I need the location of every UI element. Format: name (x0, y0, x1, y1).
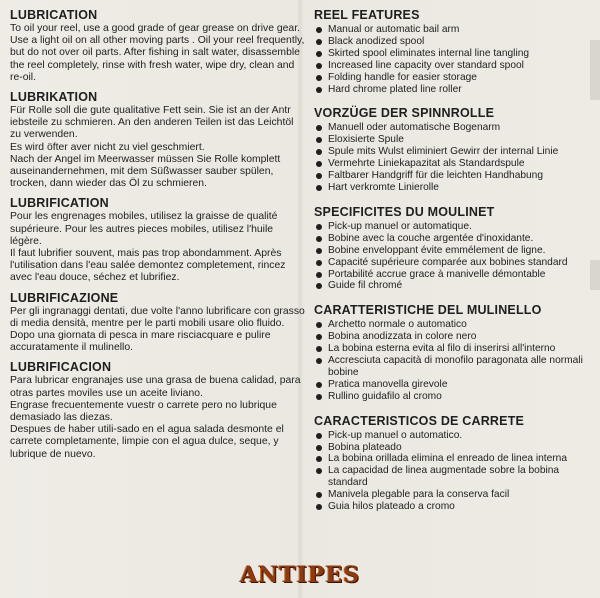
list-item: Guia hilos plateado a cromo (314, 501, 594, 513)
paragraph: Para lubricar engranajes use una grasa de buena calidad, para otras partes moviles use un aceite liviano. (10, 375, 301, 399)
section-title: REEL FEATURES (314, 8, 420, 22)
list-item: Folding handle for easier storage (314, 72, 594, 84)
paragraph: Nach der Angel im Meerwasser müssen Sie Rolle komplett auseinandernehmen, mit dem Süßwasser sauber spülen, trocken, dann wieder das Öl zu schmieren. (10, 153, 281, 190)
list-item: Black anodized spool (314, 36, 594, 48)
list-item: Vermehrte Liniekapazitat als Standardspule (314, 158, 594, 170)
list-item: Portabilité accrue grace à manivelle démontable (314, 269, 594, 281)
list-item: Bobine avec la couche argentée d'inoxidante. (314, 233, 594, 245)
list-item: Pick-up manuel or automatique. (314, 221, 594, 233)
paragraph: Pour les engrenages mobiles, utilisez la graisse de qualité supérieure. Pour les autres pieces mobiles, utilisez l'huile légère. (10, 211, 278, 247)
list-item: Manuell oder automatische Bogenarm (314, 122, 594, 134)
section-title: LUBRICATION (10, 8, 98, 22)
list-item: Skirted spool eliminates internal line tangling (314, 48, 594, 60)
paragraph: Despues de haber utili-sado en el agua salada desmonte el carrete completamente, limpie con el agua dulce, seque, y lubrique de nuevo. (10, 424, 284, 460)
section-title: SPECIFICITES DU MOULINET (314, 204, 495, 219)
paragraph: Il faut lubrifier souvent, mais pas trop abondamment. Après l'utilisation dans l'eau salée demontez completement, rincez avec l'eau douce, séchez et lubrifiez. (10, 248, 286, 284)
paragraph: Use a light oil on all other moving parts . Oil your reel frequently, but do not over oil parts. After fishing in salt water, disassemble the reel completely, rinse with fresh water, wipe dry, clean and re-oil. (10, 35, 305, 83)
paragraph: Es wird öfter aver nicht zu viel geschmiert. (10, 141, 205, 153)
section-title: CARATTERISTICHE DEL MULINELLO (314, 303, 542, 318)
feature-list (314, 122, 594, 193)
list-item: Increased line capacity over standard spool (314, 60, 594, 72)
page-edge-shadow (590, 260, 600, 290)
list-item: Accresciuta capacità di monofilo paragonata alle normali bobine (314, 355, 594, 379)
list-item: Pratica manovella girevole (314, 379, 594, 391)
features-section-en (314, 8, 594, 95)
lubrication-section-de (10, 90, 306, 190)
section-title: VORZÜGE DER SPINNROLLE (314, 106, 495, 121)
paragraph: Per gli ingranaggi dentati, due volte l'anno lubrificare con grasso di media densità, mentre per le parti mobili usare olio fluido. (10, 305, 305, 329)
paragraph: Dopo una giornata di pesca in mare risciacquare e pulire accuratamente il mulinello. (10, 330, 271, 354)
list-item: Archetto normale o automatico (314, 319, 594, 331)
lubrication-section-fr (10, 196, 306, 284)
page-edge-shadow (590, 40, 600, 100)
list-item: Faltbarer Handgriff für die leichten Handhabung (314, 170, 594, 182)
list-item: La bobina orillada elimina el enreado de linea interna (314, 453, 594, 465)
paragraph: To oil your reel, use a good grade of gear grease on drive gear. (10, 23, 300, 34)
feature-list (314, 319, 594, 402)
features-section-es (314, 414, 594, 513)
list-item: Manivela plegable para la conserva facil (314, 489, 594, 501)
list-item: Spule mits Wulst eliminiert Gewirr der internal Linie (314, 146, 594, 158)
lubrication-section-en (10, 8, 306, 84)
list-item: Manual or automatic bail arm (314, 24, 594, 36)
list-item: Pick-up manuel o automatico. (314, 430, 594, 442)
list-item: Bobina plateado (314, 442, 594, 454)
list-item: Bobina anodizzata in colore nero (314, 331, 594, 343)
list-item: La capacidad de linea augmentade sobre la bobina standard (314, 465, 594, 489)
features-column (314, 8, 594, 524)
features-section-fr (314, 205, 594, 292)
paragraph: Engrase frecuentemente vuestr o carrete pero no lubrique demasiado las diezas. (10, 399, 277, 424)
list-item: La bobina esterna evita al filo di inserirsi all'interno (314, 343, 594, 355)
features-section-de (314, 106, 594, 193)
features-section-it (314, 303, 594, 402)
lubrication-section-es (10, 360, 306, 460)
section-title: LUBRIFICAZIONE (10, 290, 119, 305)
list-item: Hart verkromte Linierolle (314, 182, 594, 194)
list-item: Bobine enveloppant évite emmélement de ligne. (314, 245, 594, 257)
feature-list (314, 221, 594, 292)
feature-list (314, 430, 594, 513)
lubrication-column (10, 8, 306, 467)
list-item: Guide fil chromé (314, 280, 594, 292)
list-item: Rullino guidafilo al cromo (314, 391, 594, 403)
list-item: Eloxisierte Spule (314, 134, 594, 146)
feature-list (314, 24, 594, 95)
section-title: CARACTERISTICOS DE CARRETE (314, 413, 525, 428)
brand-logo: ANTIPES (239, 562, 361, 588)
paragraph: Für Rolle soll die gute qualitative Fett sein. Sie ist an der Antr iebsteile zu schmieren. An den anderen Teilen ist das Leichtöl zu verwenden. (10, 105, 294, 141)
lubrication-section-it (10, 291, 306, 355)
section-title: LUBRIKATION (10, 90, 98, 105)
section-title: LUBRIFICATION (10, 196, 109, 211)
list-item: Capacité supérieure comparée aux bobines standard (314, 257, 594, 269)
list-item: Hard chrome plated line roller (314, 84, 594, 96)
section-title: LUBRIFICACION (10, 360, 112, 375)
